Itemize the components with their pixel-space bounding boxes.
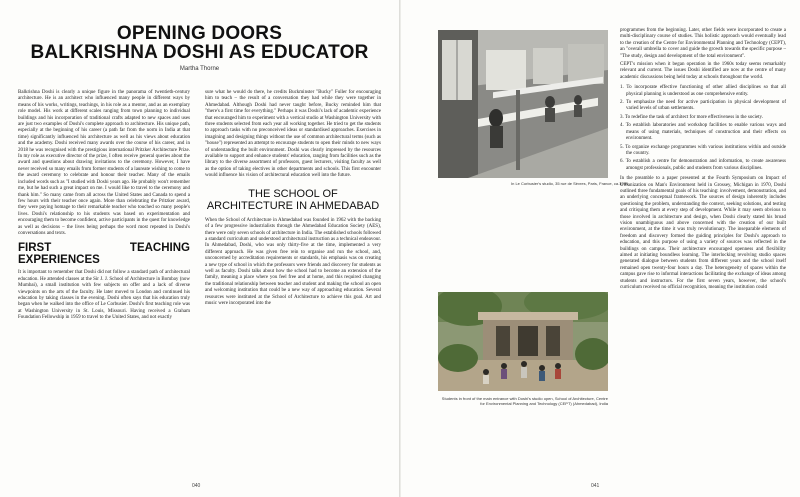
photo-le-corbusier-studio [438,30,608,178]
studio-photo-image [438,30,608,178]
section-heading-first-teaching: FIRST TEACHING EXPERIENCES [18,242,190,267]
list-item: 4. To establish laboratories and workshop facilities to enable various ways and means of using materials, techniques of construction and their effects on environment. [620,123,786,142]
list-item: 1. To incorporate effective functioning of other allied disciplines so that all physical planning is understood as one comprehensive entity. [620,85,786,97]
caption-studio: In Le Corbusier's studio, 35 rue de Sèvres, Paris, France, ca.1955 [511,181,629,186]
intro-paragraph: Balkrishna Doshi is clearly a unique figure in the panorama of twentieth-century architecture. He is an architect who influenced many people in different ways by means of his works, writings, teachings, in his role as a mentor, and as an exemplary role model. His work at different scales ranging from town planning to individual buildings and his incorporation of traditional crafts adapted to new spaces and uses are just two examples of Doshi's complete approach to architecture. His unique path, especially at the beginning of his career (a path far from the norm in India at that time) significantly influenced his architecture as well as his views about education and the academy. Doshi received many awards over the course of his career, and in 2018 he was recognised with the prestigious international Pritzker Architecture Prize. In my role as executive director of the prize, I often receive general queries about the award and questions about drawing invitations to the ceremony. However, I have never received so many emails from former students of a laureate wishing to come to the award ceremony to celebrate and honour their teacher. Many of the emails included words such as "I studied with Doshi years ago. He probably won't remember me, but he had such a great impact on me. I would like to travel to the ceremony and thank him." So many came from all across the United States and Canada to spend a few hours with their teacher once again. More than celebrating the Pritzker award, they were paying homage to their remarkable teacher who touched so many people's lives. Doshi's relationship to his students was based on experimentation and encouraging them to become confident, active participants in the quest for knowledge as well as decisions – the lives being perhaps the word most repeated in Doshi's conversations and texts. [18,90,190,236]
list-item: 5. To organize exchange programmes with various institutions within and outside the country. [620,144,786,156]
article-title [0,24,399,62]
bucky-fuller-paragraph: sure what he would do there, he credits Buckminster "Bucky" Fuller for encouraging him to teach – the result of a conversation they had while they were together in Ahmedabad. Although Doshi had never taught before, Bucky reminded him that "there's a first time for everything." Perhaps it was Doshi's lack of academic experience that encouraged him to experiment with a vertical studio at Washington University with three students selected from each year all working together. He tried to get the students to approach tasks with no preconceived ideas or standardised approaches. Exercises in imagining and designing things without the use of common architectural terms (such as "house") represented an attempt to encourage students to open their minds to new ways of understanding the built environment. Doshi was clearly impressed by the resources available to support and enhance students' education, ranging from facilities such as the library to the diverse assortment of professors, guest lecturers, visiting faculty as well as the option of taking electives in other departments and schools. This first encounter would influence his vision of architectural education well into the future. [205,90,381,179]
photo-campus-entrance [438,292,608,391]
caption-campus: Students in front of the main entrance with Doshi's studio open, School of Architecture, Centre for Environmental Planning and Technology (CEPT) (Ahmedabad), India [441,396,608,406]
cept-mission-paragraph: CEPT's mission when it began operation in the 1960s today seems remarkably relevant and current. The issues Doshi identified are now at the centre of many academic discussions being held today at schools throughout the world. [620,62,786,80]
school-paragraph: When the School of Architecture in Ahmedabad was founded in 1962 with the backing of a few progressive industrialists through the Ahmedabad Education Society (AES), there were only seven schools of architecture in India. The established schools followed a standard curriculum and understood architectural instruction as a technical endeavour. In Ahmedabad, Doshi, who was only thirty-five at the time, implemented a very different approach. He was given free rein to organise and run the school, and, unconcerned by accreditation requirements or standards, his emphasis was on creating a new type of school in which the professors were friends and discovery for students as well as faculty. Doshi talks about how the school had to become an extension of the family, meaning a place where you feel free and at home, and this required changing the traditional relationship between teacher and student and making the school an open and welcoming institution that could be a new way of approaching education. Several resources were instituted at the School of Architecture to achieve this goal. Art and music were incorporated into the [205,217,381,306]
campus-photo-image [438,292,608,391]
title-line-2: BALKRISHNA DOSHI AS EDUCATOR [30,42,369,63]
right-page [401,0,800,497]
goals-of-teaching-paragraph: In the preamble to a paper presented at the Fourth Symposium on Impact of Urbanization on Man's Environment held in Grossey, Michigan in 1970, Doshi outlined three fundamental goals of his teaching: involvement, demonstration, and an underlying conceptual framework. The sources of design inherently includes questioning the problem, understanding the context, seeking solutions, and testing and critiquing them at every step of development. While it may seem obvious to those involved in architecture and design, when Doshi clearly stated his broad vision unambiguous and above concerned with the creation of our built environment, at the time it was truly revolutionary. The inseparable elements of freedom and discovery formed the guiding principles for Doshi's approach to education, and this purpose of using a variety of sources was reflected in the buildings on campus. Their architecture encouraged openness and flexibility aimed at initiating boundless learning. The interlocking revolving studio spaces generated dialogue between students from different years and the school itself remained open twenty-four hours a day. The heterogeneity of spaces within the campus gave rise to informal interactions facilitating the exchange of ideas among students and instructors. For the first seven years, however, the school's curriculum received no official recognition, meaning the institution could [620,176,786,291]
left-page [0,0,399,497]
list-item: 6. To establish a centre for demonstration and information, to create awareness amongst professionals, public and students from various disciplines. [620,159,786,171]
cept-intro-paragraph: programmes from the beginning. Later, other fields were incorporated to create a multi-disciplinary course of studies. This holistic approach would eventually lead to the creation of the Centre for Environmental Planning and Technology (CEPT), an "overall umbrella to cover and guide the growth towards the specific purpose – "The study, design and development of the total environment". [620,28,786,59]
left-column-1 [18,90,190,478]
author-name: Martha Thorne [179,66,220,72]
section-heading-school: THE SCHOOL OF ARCHITECTURE IN AHMEDABAD [206,187,380,212]
first-teaching-paragraph: It is important to remember that Doshi did not follow a standard path of architectural education. He attended classes at the Sir J. J. School of Architecture in Bombay (now Mumbai), a small institution with few subjects on offer and a lack of diverse viewpoints on the arts of the faculty. He later moved to London and continued his education by taking classes in the evening. Doshi often says that his education truly began when he walked into the office of Le Corbusier. Doshi's first teaching role was at Washington University in St. Louis, Missouri. Having received a Graham Foundation Fellowship in 1959 to travel to the United States, and not exactly [18,270,190,321]
list-item: 2. To emphasize the need for active participation in physical development of varied levels of urban settlements. [620,100,786,112]
list-item: 3. To redefine the task of architect for more effectiveness in the society. [620,114,763,120]
page-number-left: 040 [192,483,201,489]
cept-goals-list [620,85,786,172]
left-column-2 [205,90,381,478]
page-number-right: 041 [591,483,600,489]
right-column [620,28,786,480]
title-line-1: OPENING DOORS [116,23,283,44]
